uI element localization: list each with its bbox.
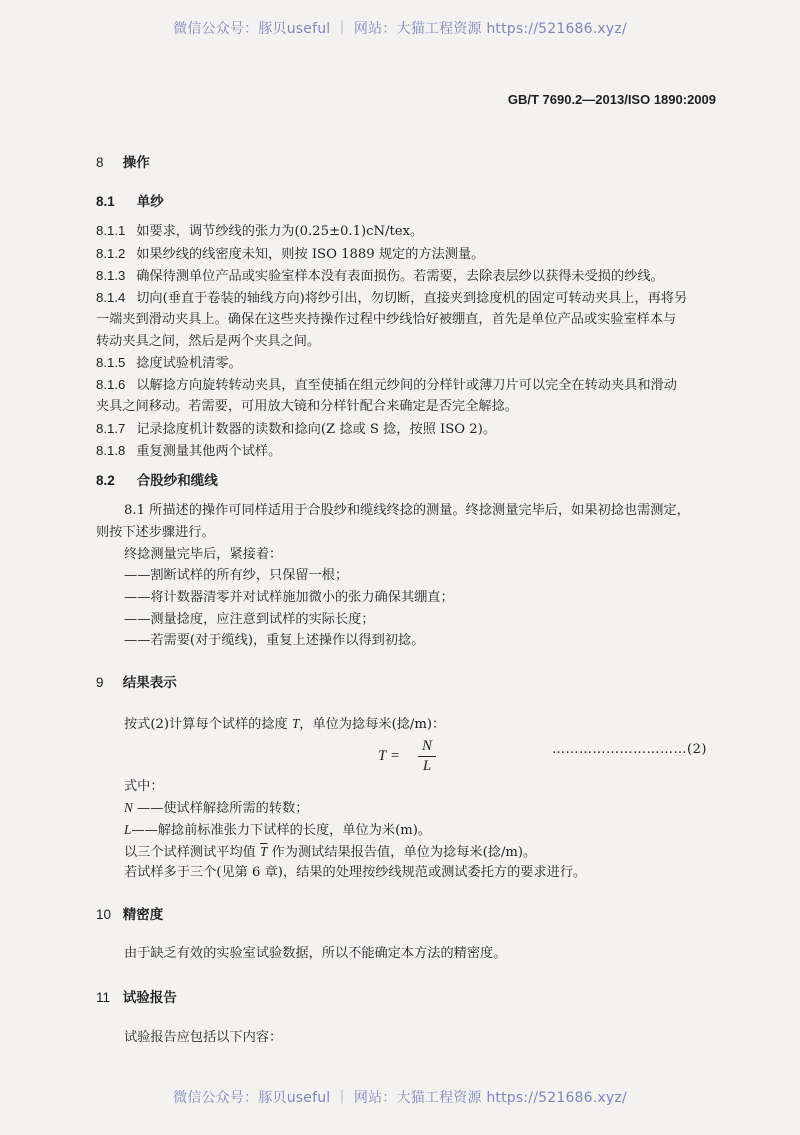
clause-text: 如果纱线的线密度未知，则按 ISO 1889 规定的方法测量。 — [136, 247, 485, 262]
equation-number: …………………………(2) — [552, 742, 707, 757]
clause-8-1-1 — [96, 221, 720, 242]
formula-numerator: N — [421, 738, 432, 754]
intro-text: 按式(2)计算每个试样的捻度 — [124, 717, 292, 732]
formula-twist — [378, 738, 468, 778]
variable-t: T — [291, 716, 300, 731]
section-number: 11 — [96, 990, 111, 1005]
para-8-2-line2: 则按下述步骤进行。 — [96, 525, 215, 540]
clause-8-1-6 — [96, 375, 720, 396]
clause-number: 8.1.8 — [96, 443, 126, 458]
section-9-heading — [96, 673, 720, 693]
clause-text: 如要求，调节纱线的张力为(0.25±0.1)cN/tex。 — [136, 224, 424, 239]
variable-l: L — [124, 822, 132, 837]
clause-number: 8.1.6 — [96, 377, 126, 392]
section-number: 10 — [96, 907, 112, 922]
clause-8-1-8 — [96, 441, 720, 462]
variable-n: N — [124, 800, 133, 815]
average-statement — [124, 842, 720, 863]
avg-text-end: 作为测试结果报告值，单位为捻每米(捻/m)。 — [267, 845, 537, 860]
clause-8-1-5 — [96, 353, 720, 374]
clause-text: 记录捻度机计数器的读数和捻向(Z 捻或 S 捻，按照 ISO 2)。 — [136, 422, 497, 437]
formula-denominator: L — [422, 758, 432, 774]
fraction-bar — [418, 756, 436, 757]
section-number: 8.2 — [96, 473, 115, 488]
definition-text: ——解捻前标准张力下试样的长度，单位为米(m)。 — [131, 823, 432, 838]
report-text: 试验报告应包括以下内容： — [124, 1030, 283, 1045]
section-title: 合股纱和缆线 — [136, 473, 218, 489]
list-item: ——将计数器清零并对试样施加微小的张力确保其绷直； — [124, 590, 454, 605]
clause-number: 8.1.1 — [96, 223, 126, 238]
section-number: 8 — [96, 155, 104, 170]
clause-8-1-4-line2: 一端夹到滑动夹具上。确保在这些夹持操作过程中纱线恰好被绷直，首先是单位产品或实验室样本与 — [96, 312, 677, 327]
section-8-1-heading — [96, 192, 720, 212]
para-8-2-line1: 8.1 所描述的操作可同样适用于合股纱和缆线终捻的测量。终捻测量完毕后，如果初捻也需测定， — [124, 503, 690, 518]
watermark-bottom: 微信公众号：豚贝useful ｜ 网站：大猫工程资源 https://521686.xyz/ — [173, 1090, 627, 1106]
clause-text: 捻度试验机清零。 — [136, 356, 242, 371]
watermark-top: 微信公众号：豚贝useful ｜ 网站：大猫工程资源 https://521686.xyz/ — [173, 21, 627, 37]
where-label: 式中： — [124, 779, 164, 794]
clause-8-1-3 — [96, 266, 720, 287]
section-number: 9 — [96, 675, 104, 690]
formula-lhs: T = — [378, 748, 400, 764]
section-10-heading — [96, 905, 720, 925]
clause-text-line: 以解捻方向旋转转动夹具，直至使插在组元纱间的分样针或薄刀片可以完全在转动夹具和滑动 — [136, 378, 677, 393]
variable-t-bar: $\overline{T}$ — [260, 844, 268, 859]
list-item: ——测量捻度，应注意到试样的实际长度； — [124, 612, 375, 627]
clause-number: 8.1.4 — [96, 290, 126, 305]
formula-fraction — [418, 738, 436, 775]
avg-text: 以三个试样测试平均值 — [124, 845, 261, 860]
clause-8-1-4-line3: 转动夹具之间，然后是两个夹具之间。 — [96, 334, 321, 349]
section-8-heading — [96, 153, 720, 173]
definition-l — [124, 820, 720, 841]
clause-number: 8.1.3 — [96, 268, 126, 283]
standard-number: GB/T 7690.2—2013/ISO 1890:2009 — [507, 92, 716, 107]
intro-text-end: ，单位为捻每米(捻/m)： — [299, 717, 446, 732]
section-title: 精密度 — [122, 907, 164, 923]
section-title: 试验报告 — [122, 990, 177, 1006]
list-item: ——若需要(对于缆线)，重复上述操作以得到初捻。 — [124, 633, 425, 648]
section-title: 结果表示 — [122, 675, 177, 691]
clause-8-1-6-line2: 夹具之间移动。若需要，可用放大镜和分样针配合来确定是否完全解捻。 — [96, 399, 518, 414]
list-item: ——割断试样的所有纱，只保留一根； — [124, 568, 349, 583]
clause-8-1-7 — [96, 419, 720, 440]
section-number: 8.1 — [96, 194, 115, 209]
section-8-2-heading — [96, 471, 720, 491]
clause-number: 8.1.2 — [96, 246, 126, 261]
precision-text: 由于缺乏有效的实验室试验数据，所以不能确定本方法的精密度。 — [124, 946, 507, 961]
more-samples-statement: 若试样多于三个(见第 6 章)，结果的处理按纱线规范或测试委托方的要求进行。 — [124, 865, 587, 880]
section-11-heading — [96, 988, 720, 1008]
definition-n — [124, 798, 720, 819]
clause-8-1-2 — [96, 244, 720, 265]
section-title: 操作 — [122, 155, 150, 171]
clause-text: 重复测量其他两个试样。 — [136, 444, 282, 459]
clause-number: 8.1.7 — [96, 421, 126, 436]
clause-text-line: 切向(垂直于卷装的轴线方向)将纱引出，勿切断，直接夹到捻度机的固定可转动夹具上，再将另 — [136, 291, 688, 306]
clause-number: 8.1.5 — [96, 355, 126, 370]
clause-8-1-4 — [96, 288, 720, 309]
clause-text: 确保待测单位产品或实验室样本没有表面损伤。若需要，去除表层纱以获得未受损的纱线。 — [136, 269, 664, 284]
definition-text: ——使试样解捻所需的转数； — [137, 801, 309, 816]
para-8-2-intro: 终捻测量完毕后，紧接着： — [124, 547, 283, 562]
formula-intro — [124, 714, 720, 735]
section-title: 单纱 — [136, 194, 164, 210]
